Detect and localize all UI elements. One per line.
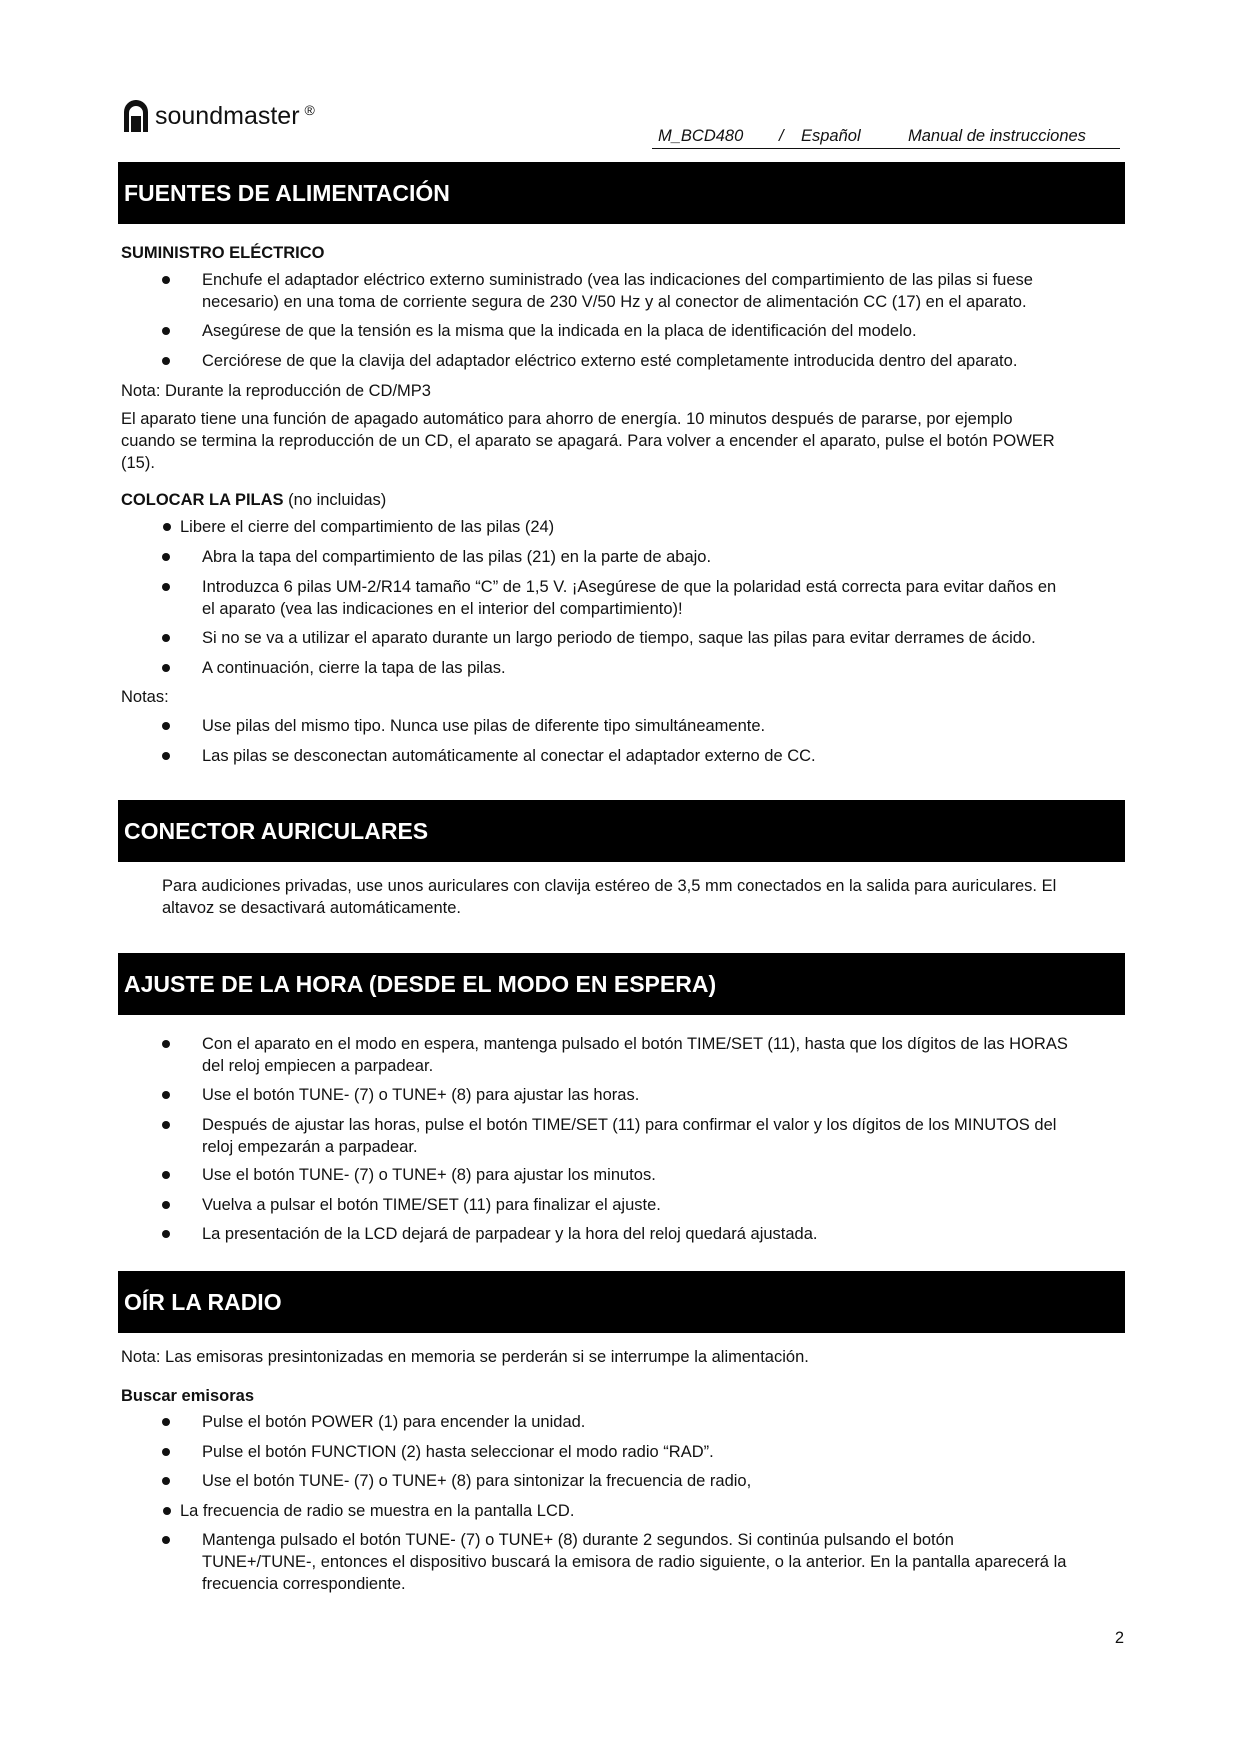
supply-item-1-line-2: necesario) en una toma de corriente segura de 230 V/50 Hz y al conector de alimentación CC (17) en el aparato. [202,293,1027,311]
radio-note: Nota: Las emisoras presintonizadas en memoria se perderán si se interrumpe la alimentación. [121,1348,809,1366]
batteries-heading-note: (no incluidas) [288,491,387,509]
batteries-heading-text: COLOCAR LA PILAS [121,491,284,509]
supply-item-1-line-1: Enchufe el adaptador eléctrico externo suministrado (vea las indicaciones del compartimiento de las pilas si fuese [202,271,1033,289]
radio-item-5-line-1: Mantenga pulsado el botón TUNE- (7) o TUNE+ (8) durante 2 segundos. Si continúa pulsando el botón [202,1531,954,1549]
header-separator: / [779,127,784,145]
bullet [162,722,170,730]
bullet [162,553,170,561]
bullet [162,1171,170,1179]
clock-item-3-line-2: reloj empezarán a parpadear. [202,1138,418,1156]
clock-item-4: Use el botón TUNE- (7) o TUNE+ (8) para ajustar los minutos. [202,1166,656,1184]
radio-item-4: La frecuencia de radio se muestra en la pantalla LCD. [180,1502,575,1520]
clock-item-2: Use el botón TUNE- (7) o TUNE+ (8) para ajustar las horas. [202,1086,640,1104]
soundmaster-logo-icon [121,98,151,132]
section-title-radio: OÍR LA RADIO [118,1271,1125,1333]
section-title-headphones: CONECTOR AURICULARES [118,800,1125,862]
clock-item-5: Vuelva a pulsar el botón TIME/SET (11) para finalizar el ajuste. [202,1196,661,1214]
battery-item-1: Libere el cierre del compartimiento de las pilas (24) [180,518,555,536]
bullet [162,1477,170,1485]
notes-label: Notas: [121,688,169,706]
battery-item-3-line-1: Introduzca 6 pilas UM-2/R14 tamaño “C” de 1,5 V. ¡Asegúrese de que la polaridad está correcta para evitar daños en [202,578,1057,596]
radio-item-1: Pulse el botón POWER (1) para encender la unidad. [202,1413,586,1431]
batteries-heading [121,489,386,511]
model-number: M_BCD480 [658,127,744,145]
radio-item-5-line-2: TUNE+/TUNE-, entonces el dispositivo buscará la emisora de radio siguiente, o la anterior. En la pantalla aparecerá la [202,1553,1067,1571]
supply-heading: SUMINISTRO ELÉCTRICO [121,244,325,262]
bullet [162,1121,170,1129]
radio-item-5-line-3: frecuencia correspondiente. [202,1575,406,1593]
radio-item-3: Use el botón TUNE- (7) o TUNE+ (8) para sintonizar la frecuencia de radio, [202,1472,752,1490]
page-number: 2 [1114,1629,1124,1647]
battery-item-3-line-2: el aparato (vea las indicaciones en el interior del compartimiento)! [202,600,683,618]
note-cd-mp3: Nota: Durante la reproducción de CD/MP3 [121,382,431,400]
radio-item-2: Pulse el botón FUNCTION (2) hasta seleccionar el modo radio “RAD”. [202,1443,714,1461]
brand-name: soundmaster [155,102,300,130]
battery-item-2: Abra la tapa del compartimiento de las pilas (21) en la parte de abajo. [202,548,712,566]
bullet [162,1418,170,1426]
clock-item-1-line-2: del reloj empiecen a parpadear. [202,1057,434,1075]
bullet [162,634,170,642]
auto-off-line-2: cuando se termina la reproducción de un CD, el aparato se apagará. Para volver a encender el aparato, pulse el botón POWER [121,432,1055,450]
headphones-text-line-1: Para audiciones privadas, use unos auriculares con clavija estéreo de 3,5 mm conectados en la salida para auriculares. El [162,877,1057,895]
supply-item-2: Asegúrese de que la tensión es la misma que la indicada en la placa de identificación del modelo. [202,322,917,340]
bullet [162,1040,170,1048]
bullet [163,1507,171,1515]
registered-mark: ® [304,102,315,118]
document-header [652,126,1120,149]
supply-item-3: Cerciórese de que la clavija del adaptador eléctrico externo esté completamente introducida dentro del aparato. [202,352,1018,370]
bullet [162,1201,170,1209]
clock-item-6: La presentación de la LCD dejará de parpadear y la hora del reloj quedará ajustada. [202,1225,818,1243]
battery-item-4: Si no se va a utilizar el aparato durante un largo periodo de tiempo, saque las pilas para evitar derrames de ácido. [202,629,1036,647]
battery-item-5: A continuación, cierre la tapa de las pilas. [202,659,506,677]
section-title-clock: AJUSTE DE LA HORA (DESDE EL MODO EN ESPERA) [118,953,1125,1015]
language-label: Español [801,127,861,145]
bullet [162,1448,170,1456]
bullet [162,664,170,672]
document-title: Manual de instrucciones [908,127,1086,145]
bullet [162,583,170,591]
auto-off-line-1: El aparato tiene una función de apagado automático para ahorro de energía. 10 minutos después de pararse, por ejemplo [121,410,1013,428]
bullet [162,357,170,365]
bullet [163,523,171,531]
bullet [162,1091,170,1099]
headphones-text-line-2: altavoz se desactivará automáticamente. [162,899,461,917]
bullet [162,276,170,284]
bullet [162,1230,170,1238]
auto-off-line-3: (15). [121,454,155,472]
clock-item-3-line-1: Después de ajustar las horas, pulse el botón TIME/SET (11) para confirmar el valor y los dígitos de los MINUTOS del [202,1116,1057,1134]
section-title-power: FUENTES DE ALIMENTACIÓN [118,162,1125,224]
notes-item-1: Use pilas del mismo tipo. Nunca use pilas de diferente tipo simultáneamente. [202,717,766,735]
notes-item-2: Las pilas se desconectan automáticamente al conectar el adaptador externo de CC. [202,747,816,765]
bullet [162,752,170,760]
bullet [162,327,170,335]
clock-item-1-line-1: Con el aparato en el modo en espera, mantenga pulsado el botón TIME/SET (11), hasta que los dígitos de las HORAS [202,1035,1068,1053]
search-heading: Buscar emisoras [121,1387,254,1405]
brand-logo [121,92,315,132]
bullet [162,1536,170,1544]
